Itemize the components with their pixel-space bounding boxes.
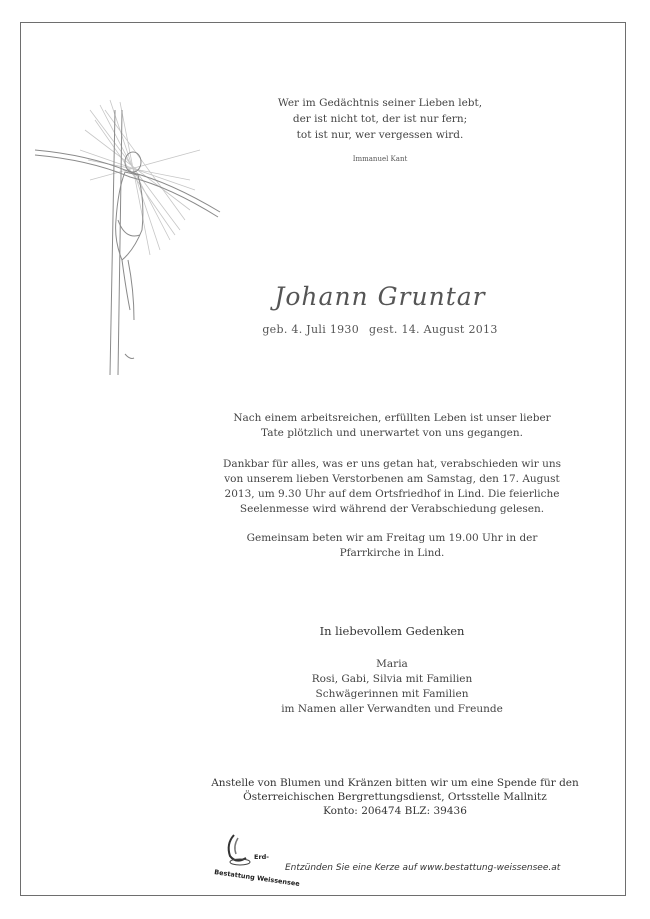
- farewell-paragraph: Dankbar für alles, was er uns getan hat, verabschieden wir uns von unserem lieben Verstorbenen am Samstag, den 17. August 2013, um 9.30 Uhr auf dem Ortsfriedhof in Lind. Die feierliche Seelenmesse wird während der Verabschiedung gelesen.: [222, 458, 562, 515]
- donation-line: Österreichischen Bergrettungsdienst, Ortsstelle Mallnitz: [243, 791, 547, 803]
- memory-heading: In liebevollem Gedenken: [319, 624, 465, 638]
- logo-text-line1: Erd-: [254, 853, 269, 861]
- donation-line: Anstelle von Blumen und Kränzen bitten wir um eine Spende für den: [211, 777, 579, 789]
- family-list: [222, 657, 562, 717]
- deceased-name: Johann Gruntar: [274, 282, 486, 311]
- family-member: im Namen aller Verwandten und Freunde: [281, 703, 503, 715]
- quote-author: Immanuel Kant: [352, 155, 408, 163]
- family-member: Maria: [376, 658, 408, 670]
- quote-line: tot ist nur, wer vergessen wird.: [296, 129, 464, 141]
- announcement-paragraph: Nach einem arbeitsreichen, erfüllten Leben ist unser lieber Tate plötzlich und unerwartet von uns gegangen.: [233, 412, 551, 439]
- quote-line: Wer im Gedächtnis seiner Lieben lebt,: [277, 97, 483, 109]
- funeral-home-logo: [212, 830, 301, 888]
- candle-website-link[interactable]: Entzünden Sie eine Kerze auf www.bestattung-weissensee.at: [285, 863, 561, 873]
- memorial-quote: [200, 95, 560, 143]
- prayer-paragraph: Gemeinsam beten wir am Freitag um 19.00 Uhr in der Pfarrkirche in Lind.: [246, 532, 538, 559]
- life-dates: [200, 323, 560, 336]
- quote-line: der ist nicht tot, der ist nur fern;: [292, 113, 468, 125]
- birth-date: geb. 4. Juli 1930: [262, 323, 360, 336]
- family-member: Rosi, Gabi, Silvia mit Familien: [311, 673, 473, 685]
- logo-text-line2: Bestattung Weissensee: [213, 868, 301, 888]
- family-member: Schwägerinnen mit Familien: [315, 688, 469, 700]
- death-date: gest. 14. August 2013: [369, 323, 498, 336]
- bank-account: Konto: 206474 BLZ: 39436: [323, 805, 467, 817]
- donation-request: [200, 776, 590, 818]
